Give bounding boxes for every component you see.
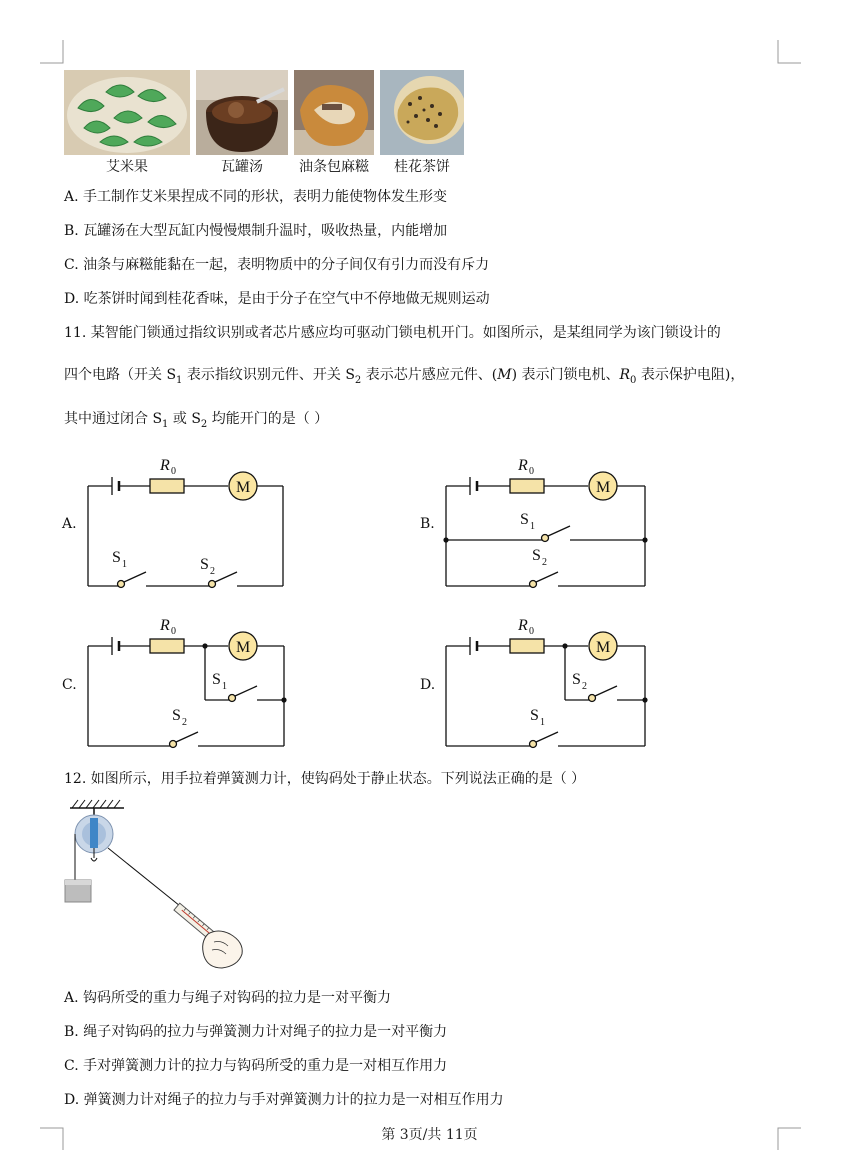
q11-text: 均能开门的是（ ）	[207, 411, 329, 427]
label-r-sub: 0	[529, 466, 534, 477]
q12-option-a: A. 钩码所受的重力与绳子对钩码的拉力是一对平衡力	[64, 990, 392, 1006]
label-s: S	[530, 707, 539, 724]
label-r-sub: 0	[529, 626, 534, 637]
label-motor: M	[236, 479, 251, 496]
label-motor: M	[596, 639, 611, 656]
label-s-sub: 1	[122, 559, 127, 570]
page-footer: 第 3页/共 11页	[381, 1127, 478, 1143]
q11-text: 表示保护电阻)，	[636, 367, 745, 383]
photo-waguantang	[196, 70, 288, 155]
circuit-a	[88, 472, 283, 588]
photo-guihua-chabing	[380, 70, 464, 155]
label-s: S	[112, 549, 121, 566]
q10-option-c: C. 油条与麻糍能黏在一起，表明物质中的分子间仅有引力而没有斥力	[64, 257, 490, 273]
label-motor: M	[236, 639, 251, 656]
q11-label-d: D.	[420, 677, 436, 693]
q11-text: 或 S	[168, 411, 201, 427]
photo-aimiguo	[64, 70, 190, 155]
label-s-sub: 2	[542, 557, 547, 568]
q12-option-d: D. 弹簧测力计对绳子的拉力与手对弹簧测力计的拉力是一对相互作用力	[64, 1092, 504, 1108]
q11-text: 其中通过闭合 S	[64, 411, 163, 427]
caption-aimiguo: 艾米果	[106, 159, 148, 175]
q11-text: 表示芯片感应元件、(	[361, 367, 498, 383]
caption-waguantang: 瓦罐汤	[221, 159, 263, 175]
q11-stem-line3	[64, 410, 328, 434]
label-s-sub: 2	[210, 566, 215, 577]
circuit-d	[446, 632, 645, 748]
q10-option-d: D. 吃茶饼时闻到桂花香味，是由于分子在空气中不停地做无规则运动	[64, 291, 490, 307]
q11-label-a: A.	[62, 516, 77, 532]
q11-sub: 2	[200, 418, 208, 430]
q12-stem: 12. 如图所示，用手拉着弹簧测力计，使钩码处于静止状态。下列说法正确的是（ ）	[64, 771, 586, 787]
q11-label-b: B.	[420, 516, 435, 532]
pulley-figure	[60, 796, 260, 976]
label-s: S	[572, 671, 581, 688]
label-s-sub: 2	[182, 717, 187, 728]
q11-sub: 2	[354, 374, 362, 386]
q12-option-b: B. 绳子对钩码的拉力与弹簧测力计对绳子的拉力是一对平衡力	[64, 1024, 448, 1040]
q11-stem-line1: 11. 某智能门锁通过指纹识别或者芯片感应均可驱动门锁电机开门。如图所示，是某组同学为该门锁设计的	[64, 325, 721, 341]
label-s-sub: 1	[540, 717, 545, 728]
label-r: R	[518, 457, 528, 474]
circuit-b	[446, 472, 645, 588]
q11-text: 四个电路（开关 S	[64, 367, 177, 383]
caption-youtiao-maci: 油条包麻糍	[299, 159, 369, 175]
label-s: S	[520, 511, 529, 528]
circuit-diagrams	[0, 440, 859, 760]
photo-youtiao-maci	[294, 70, 374, 155]
label-motor: M	[596, 479, 611, 496]
q11-resistor-symbol: R	[619, 367, 631, 383]
label-r-sub: 0	[171, 626, 176, 637]
label-s: S	[172, 707, 181, 724]
q11-motor-symbol: M	[497, 367, 512, 383]
label-s-sub: 1	[530, 521, 535, 532]
q11-label-c: C.	[62, 677, 77, 693]
q10-option-b: B. 瓦罐汤在大型瓦缸内慢慢煨制升温时，吸收热量，内能增加	[64, 223, 448, 239]
q11-sub: 0	[630, 374, 637, 386]
label-r-sub: 0	[171, 466, 176, 477]
label-s-sub: 2	[582, 681, 587, 692]
label-s: S	[532, 547, 541, 564]
q11-text: 表示指纹识别元件、开关 S	[182, 367, 355, 383]
q12-option-c: C. 手对弹簧测力计的拉力与钩码所受的重力是一对相互作用力	[64, 1058, 448, 1074]
q11-sub: 1	[162, 418, 169, 430]
q11-text: ) 表示门锁电机、	[511, 367, 620, 383]
label-r: R	[160, 617, 170, 634]
label-s-sub: 1	[222, 681, 227, 692]
circuit-c	[88, 632, 284, 748]
q11-stem-line2	[64, 366, 744, 390]
label-r: R	[518, 617, 528, 634]
q11-sub: 1	[176, 374, 183, 386]
caption-guihua-chabing: 桂花茶饼	[394, 159, 450, 175]
label-s: S	[212, 671, 221, 688]
label-r: R	[160, 457, 170, 474]
q10-option-a: A. 手工制作艾米果捏成不同的形状，表明力能使物体发生形变	[64, 189, 448, 205]
label-s: S	[200, 556, 209, 573]
